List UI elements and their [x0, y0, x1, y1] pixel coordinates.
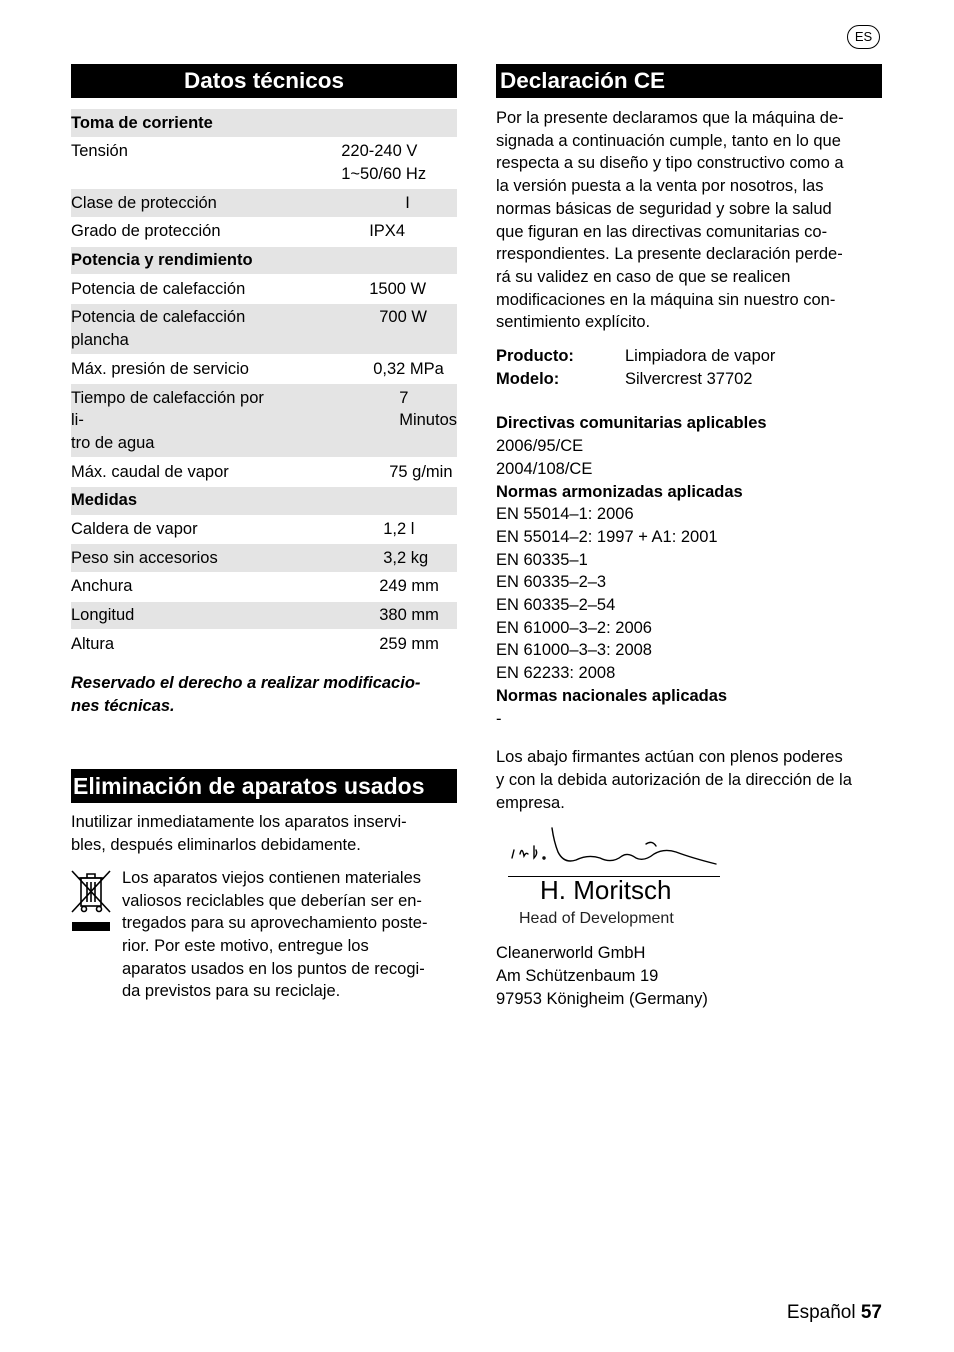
spec-table [71, 109, 457, 658]
spec-label: Caldera de vapor [71, 515, 267, 544]
right-column [496, 64, 882, 1011]
spec-value [267, 246, 457, 275]
declaracion-intro-line: la versión puesta a la venta por nosotros, las [496, 177, 824, 196]
spec-label: Peso sin accesorios [71, 544, 267, 573]
spec-row [71, 384, 457, 458]
directiva-item: 2004/108/CE [496, 459, 593, 478]
firmantes-text [496, 746, 882, 814]
declaracion-intro-line: modificaciones en la máquina sin nuestro con- [496, 290, 836, 309]
handwritten-signature [504, 822, 728, 876]
modelo-label: Modelo: [496, 369, 560, 388]
weee-text-line: tregados para su aprovechamiento poste- [122, 914, 428, 933]
spec-section-row [71, 246, 457, 275]
intro-line-1: Inutilizar inmediatamente los aparatos inservi- [71, 813, 407, 832]
spec-row [71, 601, 457, 630]
norma-item: EN 55014–1: 2006 [496, 505, 634, 524]
spec-label: Medidas [71, 486, 267, 515]
spec-value: 259 mm [267, 630, 457, 658]
declaracion-intro-line: sentimiento explícito. [496, 313, 651, 332]
eliminacion-intro [71, 811, 457, 856]
spec-label: Potencia de calefacción [71, 275, 267, 304]
firmantes-line: Los abajo firmantes actúan con plenos poderes [496, 748, 843, 767]
spec-value: 75 g/min [267, 458, 457, 487]
norma-item: EN 60335–2–3 [496, 573, 607, 592]
spec-value: 1,2 l [267, 515, 457, 544]
declaracion-ce-heading: Declaración CE [496, 64, 882, 98]
spec-row [71, 137, 457, 188]
reservation-note [71, 672, 457, 717]
weee-text-line: da previstos para su reciclaje. [122, 982, 341, 1001]
spec-value: 0,32 MPa [267, 355, 457, 384]
spec-label: Clase de protección [71, 189, 267, 218]
language-badge: ES [847, 25, 880, 49]
declaracion-intro-line: Por la presente declaramos que la máquina de- [496, 109, 844, 127]
spec-value: IPX4 [267, 217, 457, 246]
product-info [496, 345, 882, 390]
spec-row [71, 630, 457, 658]
datos-tecnicos-heading: Datos técnicos [71, 64, 457, 98]
footer-language: Español [786, 1302, 856, 1323]
normas-block [496, 412, 882, 730]
producto-row [496, 345, 882, 368]
normas-armonizadas-title: Normas armonizadas aplicadas [496, 482, 743, 501]
spec-row [71, 458, 457, 487]
firmantes-line: y con la debida autorización de la dirección de la [496, 770, 852, 789]
spec-row [71, 355, 457, 384]
norma-item: EN 60335–1 [496, 550, 588, 569]
company-address [496, 942, 882, 1010]
declaracion-intro [496, 107, 882, 334]
modelo-value: Silvercrest 37702 [625, 369, 753, 388]
spec-label: Tensión [71, 137, 267, 188]
producto-value: Limpiadora de vapor [625, 347, 776, 366]
spec-label: Máx. presión de servicio [71, 355, 267, 384]
spec-label: Tiempo de calefacción por li- tro de agua [71, 384, 267, 458]
page-number: 57 [860, 1302, 882, 1323]
spec-value: 7 Minutos [267, 384, 457, 458]
spec-label: Potencia de calefacción plancha [71, 303, 267, 354]
weee-text-line: valiosos reciclables que deberían ser en- [122, 891, 422, 910]
spec-row [71, 572, 457, 601]
normas-nacionales-value: - [496, 709, 502, 728]
left-column [71, 64, 457, 1003]
spec-value [267, 109, 457, 137]
signature-block [496, 822, 882, 942]
spec-label: Potencia y rendimiento [71, 246, 267, 275]
directivas-list [496, 435, 882, 480]
producto-label: Producto: [496, 347, 574, 366]
modelo-row [496, 368, 882, 391]
declaracion-intro-line: rrespondientes. La presente declaración perde- [496, 245, 843, 264]
spec-value: 220-240 V 1~50/60 Hz [267, 137, 457, 188]
spec-section-row [71, 486, 457, 515]
signer-title: Head of Development [519, 910, 674, 928]
spec-value: 700 W [267, 303, 457, 354]
page-footer [787, 1300, 882, 1326]
note-line-2: nes técnicas. [71, 696, 175, 715]
spec-row [71, 544, 457, 573]
normas-armonizadas-list [496, 503, 882, 685]
declaracion-intro-line: que figuran en las directivas comunitarias co- [496, 222, 828, 241]
norma-item: EN 55014–2: 1997 + A1: 2001 [496, 527, 718, 546]
spec-value: 249 mm [267, 572, 457, 601]
spec-row [71, 189, 457, 218]
spec-label: Anchura [71, 572, 267, 601]
address-line: Am Schützenbaum 19 [496, 967, 659, 986]
spec-row [71, 217, 457, 246]
declaracion-intro-line: rá su validez en caso de que se realicen [496, 267, 791, 286]
spec-label: Altura [71, 630, 267, 658]
weee-text [122, 867, 427, 1003]
norma-item: EN 60335–2–54 [496, 596, 616, 615]
address-line: 97953 Königheim (Germany) [496, 989, 708, 1008]
signer-name: H. Moritsch [540, 875, 672, 906]
declaracion-intro-line: respecta a su diseño y tipo constructivo como a [496, 154, 844, 173]
norma-item: EN 61000–3–2: 2006 [496, 618, 652, 637]
normas-nacionales-title: Normas nacionales aplicadas [496, 686, 728, 705]
spec-value: I [267, 189, 457, 218]
spec-label: Toma de corriente [71, 109, 267, 137]
declaracion-intro-line: normas básicas de seguridad y sobre la salud [496, 199, 832, 218]
address-line: Cleanerworld GmbH [496, 944, 646, 963]
crossed-bin-icon [71, 867, 122, 1003]
spec-label: Longitud [71, 601, 267, 630]
spec-value: 380 mm [267, 601, 457, 630]
norma-item: EN 61000–3–3: 2008 [496, 641, 652, 660]
spec-value [267, 486, 457, 515]
spec-row [71, 303, 457, 354]
declaracion-intro-line: signada a continuación cumple, tanto en lo que [496, 131, 841, 150]
intro-line-2: bles, después eliminarlos debidamente. [71, 836, 361, 855]
spec-value: 3,2 kg [267, 544, 457, 573]
spec-section-row [71, 109, 457, 137]
norma-item: EN 62233: 2008 [496, 664, 616, 683]
weee-text-line: aparatos usados en los puntos de recogi- [122, 959, 425, 978]
spec-row [71, 515, 457, 544]
spec-label: Máx. caudal de vapor [71, 458, 267, 487]
spec-row [71, 275, 457, 304]
directivas-title: Directivas comunitarias aplicables [496, 414, 767, 433]
eliminacion-heading: Eliminación de aparatos usados [71, 769, 457, 803]
weee-text-line: Los aparatos viejos contienen materiales [122, 868, 422, 887]
firmantes-line: empresa. [496, 793, 565, 812]
spec-value: 1500 W [267, 275, 457, 304]
note-line-1: Reservado el derecho a realizar modificacio- [71, 674, 421, 693]
weee-text-line: rior. Por este motivo, entregue los [122, 936, 369, 955]
spec-label: Grado de protección [71, 217, 267, 246]
directiva-item: 2006/95/CE [496, 437, 584, 456]
weee-block [71, 867, 457, 1003]
